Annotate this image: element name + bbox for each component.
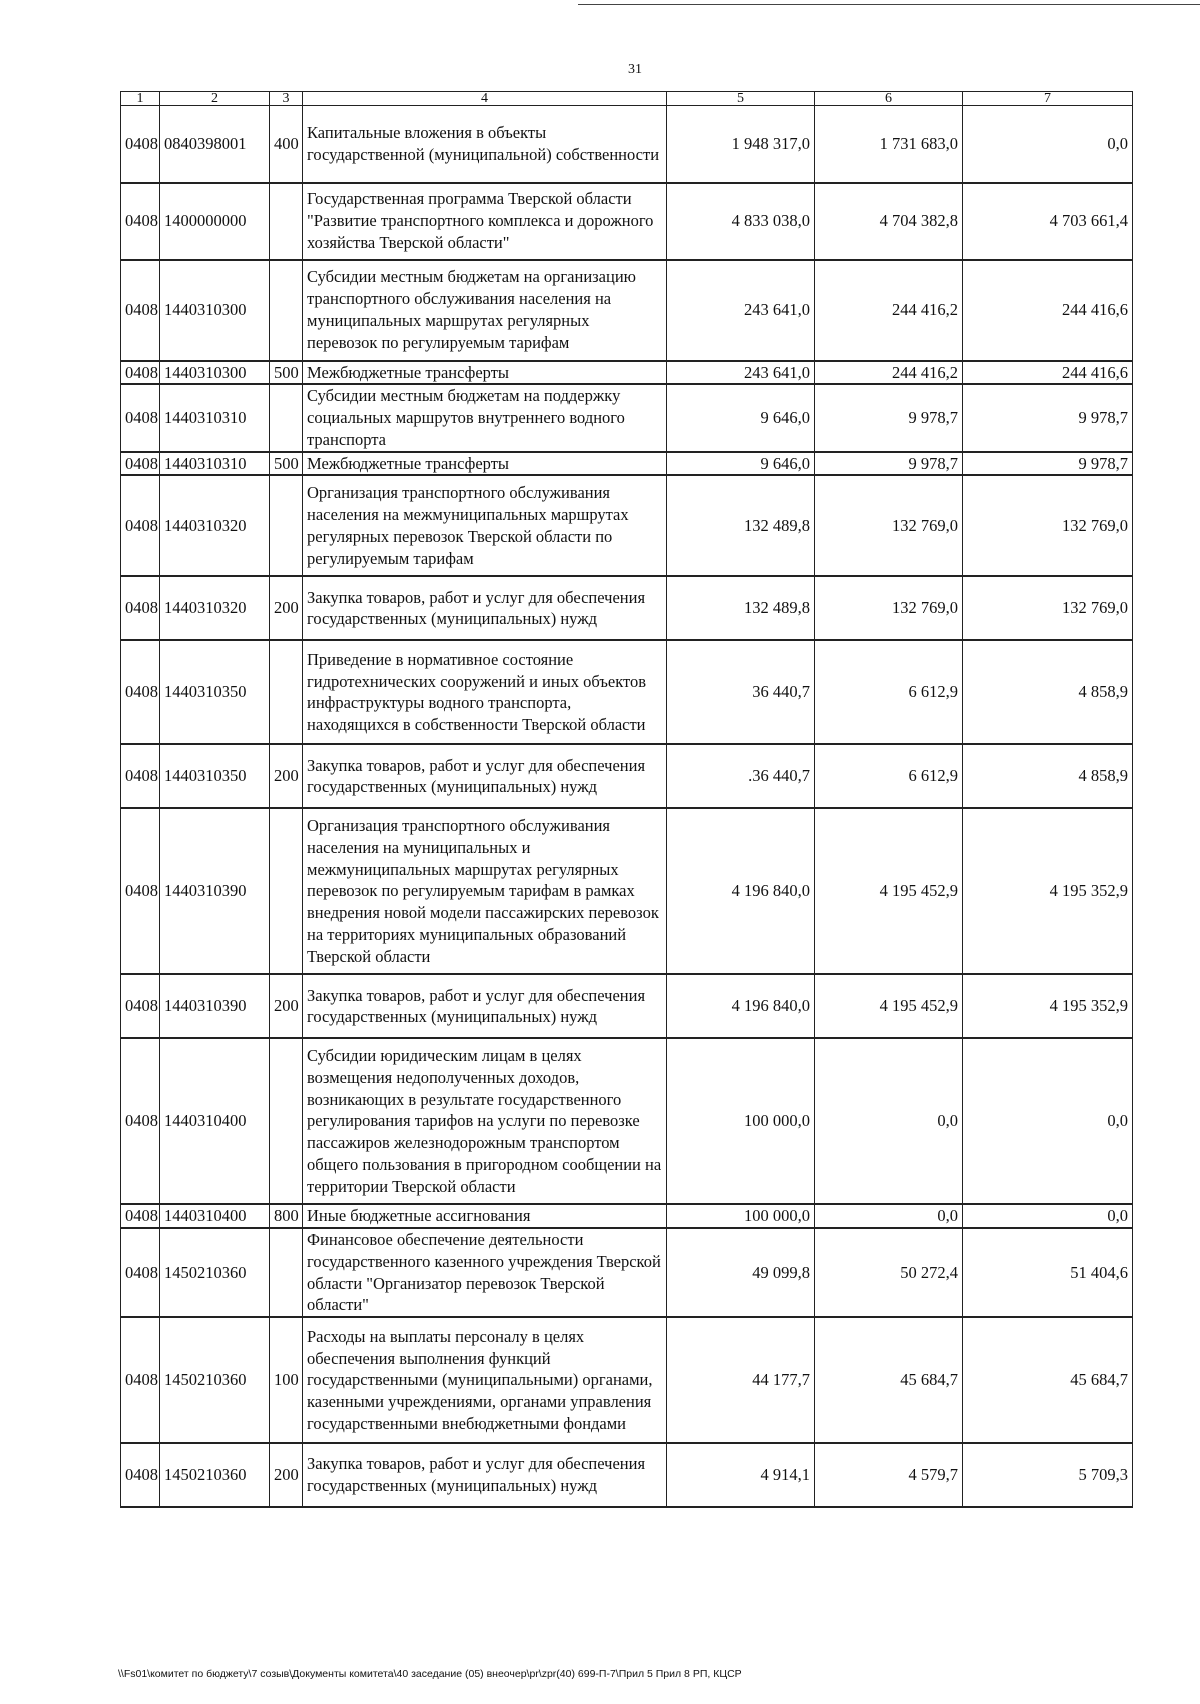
expense-type-code-cell (270, 1038, 303, 1204)
amount-col7-cell: 4 195 352,9 (963, 974, 1133, 1038)
target-article-code-cell: 1440310400 (160, 1204, 270, 1228)
amount-col6-cell: 9 978,7 (815, 384, 963, 451)
amount-col5-cell: 4 833 038,0 (667, 183, 815, 260)
item-name-cell: Расходы на выплаты персоналу в целях обеспечения выполнения функций государственными (муниципальными) органами, казенными учреждениями, органами управления государственными внебюджетными фондами (303, 1317, 667, 1443)
amount-col6-cell: 1 731 683,0 (815, 106, 963, 183)
amount-col7-cell: 51 404,6 (963, 1228, 1133, 1317)
amount-col7-cell: 244 416,6 (963, 260, 1133, 361)
amount-col6-cell: 6 612,9 (815, 744, 963, 808)
expense-type-code-cell: 200 (270, 576, 303, 640)
amount-col7-cell: 9 978,7 (963, 384, 1133, 451)
table-row (121, 1228, 1133, 1317)
top-edge-line (578, 4, 1200, 5)
amount-col5-cell: 243 641,0 (667, 361, 815, 385)
table-row (121, 744, 1133, 808)
section-code-cell: 0408 (121, 1317, 160, 1443)
table-row (121, 1204, 1133, 1228)
amount-col6-cell: 244 416,2 (815, 260, 963, 361)
amount-col6-cell: 244 416,2 (815, 361, 963, 385)
item-name-cell: Организация транспортного обслуживания населения на муниципальных и межмуниципальных маршрутах регулярных перевозок по регулируемым тарифам в рамках внедрения новой модели пассажирских перевозок на территориях муниципальных образований Тверской области (303, 808, 667, 974)
item-name-cell: Государственная программа Тверской области "Развитие транспортного комплекса и дорожного хозяйства Тверской области" (303, 183, 667, 260)
amount-col5-cell: 132 489,8 (667, 576, 815, 640)
table-row (121, 1443, 1133, 1507)
header-col-5: 5 (667, 92, 815, 106)
table-row (121, 361, 1133, 385)
table-row (121, 1038, 1133, 1204)
item-name-cell: Закупка товаров, работ и услуг для обеспечения государственных (муниципальных) нужд (303, 1443, 667, 1507)
amount-col7-cell: 132 769,0 (963, 576, 1133, 640)
target-article-code-cell: 1440310300 (160, 361, 270, 385)
amount-col5-cell: 132 489,8 (667, 475, 815, 576)
amount-col5-cell: 36 440,7 (667, 640, 815, 744)
section-code-cell: 0408 (121, 808, 160, 974)
item-name-cell: Закупка товаров, работ и услуг для обеспечения государственных (муниципальных) нужд (303, 744, 667, 808)
item-name-cell: Закупка товаров, работ и услуг для обеспечения государственных (муниципальных) нужд (303, 974, 667, 1038)
table-row (121, 384, 1133, 451)
target-article-code-cell: 1440310350 (160, 640, 270, 744)
amount-col7-cell: 4 703 661,4 (963, 183, 1133, 260)
amount-col5-cell: 1 948 317,0 (667, 106, 815, 183)
section-code-cell: 0408 (121, 640, 160, 744)
section-code-cell: 0408 (121, 260, 160, 361)
item-name-cell: Межбюджетные трансферты (303, 452, 667, 476)
target-article-code-cell: 1450210360 (160, 1443, 270, 1507)
item-name-cell: Межбюджетные трансферты (303, 361, 667, 385)
amount-col7-cell: 0,0 (963, 1038, 1133, 1204)
amount-col5-cell: .36 440,7 (667, 744, 815, 808)
amount-col7-cell: 132 769,0 (963, 475, 1133, 576)
expense-type-code-cell (270, 260, 303, 361)
item-name-cell: Субсидии юридическим лицам в целях возмещения недополученных доходов, возникающих в результате государственного регулирования тарифов на услуги по перевозке пассажиров железнодорожным транспортом общего пользования в пригородном сообщении на территории Тверской области (303, 1038, 667, 1204)
target-article-code-cell: 1440310390 (160, 808, 270, 974)
amount-col6-cell: 4 704 382,8 (815, 183, 963, 260)
expense-type-code-cell: 800 (270, 1204, 303, 1228)
amount-col5-cell: 49 099,8 (667, 1228, 815, 1317)
section-code-cell: 0408 (121, 576, 160, 640)
amount-col5-cell: 9 646,0 (667, 452, 815, 476)
section-code-cell: 0408 (121, 1204, 160, 1228)
expense-type-code-cell: 200 (270, 974, 303, 1038)
section-code-cell: 0408 (121, 1038, 160, 1204)
expense-type-code-cell: 500 (270, 361, 303, 385)
item-name-cell: Капитальные вложения в объекты государственной (муниципальной) собственности (303, 106, 667, 183)
amount-col6-cell: 132 769,0 (815, 475, 963, 576)
expense-type-code-cell (270, 640, 303, 744)
amount-col5-cell: 100 000,0 (667, 1204, 815, 1228)
section-code-cell: 0408 (121, 452, 160, 476)
item-name-cell: Закупка товаров, работ и услуг для обеспечения государственных (муниципальных) нужд (303, 576, 667, 640)
amount-col5-cell: 9 646,0 (667, 384, 815, 451)
amount-col7-cell: 45 684,7 (963, 1317, 1133, 1443)
table-row (121, 1317, 1133, 1443)
amount-col6-cell: 9 978,7 (815, 452, 963, 476)
amount-col7-cell: 4 858,9 (963, 640, 1133, 744)
amount-col7-cell: 0,0 (963, 1204, 1133, 1228)
header-col-6: 6 (815, 92, 963, 106)
amount-col6-cell: 4 195 452,9 (815, 974, 963, 1038)
amount-col6-cell: 4 195 452,9 (815, 808, 963, 974)
amount-col6-cell: 45 684,7 (815, 1317, 963, 1443)
table-row (121, 640, 1133, 744)
expense-type-code-cell (270, 183, 303, 260)
target-article-code-cell: 0840398001 (160, 106, 270, 183)
amount-col6-cell: 50 272,4 (815, 1228, 963, 1317)
section-code-cell: 0408 (121, 183, 160, 260)
amount-col7-cell: 4 195 352,9 (963, 808, 1133, 974)
section-code-cell: 0408 (121, 1228, 160, 1317)
item-name-cell: Приведение в нормативное состояние гидротехнических сооружений и иных объектов инфраструктуры водного транспорта, находящихся в собственности Тверской области (303, 640, 667, 744)
expense-type-code-cell: 400 (270, 106, 303, 183)
amount-col7-cell: 9 978,7 (963, 452, 1133, 476)
expense-type-code-cell (270, 475, 303, 576)
target-article-code-cell: 1440310350 (160, 744, 270, 808)
section-code-cell: 0408 (121, 475, 160, 576)
target-article-code-cell: 1400000000 (160, 183, 270, 260)
expense-type-code-cell: 200 (270, 744, 303, 808)
amount-col7-cell: 0,0 (963, 106, 1133, 183)
item-name-cell: Субсидии местным бюджетам на организацию транспортного обслуживания населения на муниципальных маршрутах регулярных перевозок по регулируемым тарифам (303, 260, 667, 361)
amount-col6-cell: 0,0 (815, 1204, 963, 1228)
item-name-cell: Иные бюджетные ассигнования (303, 1204, 667, 1228)
expense-type-code-cell: 100 (270, 1317, 303, 1443)
table-row (121, 106, 1133, 183)
amount-col6-cell: 132 769,0 (815, 576, 963, 640)
target-article-code-cell: 1440310320 (160, 475, 270, 576)
item-name-cell: Субсидии местным бюджетам на поддержку социальных маршрутов внутреннего водного транспорта (303, 384, 667, 451)
expense-type-code-cell (270, 384, 303, 451)
header-col-7: 7 (963, 92, 1133, 106)
amount-col6-cell: 6 612,9 (815, 640, 963, 744)
header-col-1: 1 (121, 92, 160, 106)
section-code-cell: 0408 (121, 744, 160, 808)
table-row (121, 452, 1133, 476)
table-row (121, 260, 1133, 361)
item-name-cell: Финансовое обеспечение деятельности государственного казенного учреждения Тверской области "Организатор перевозок Тверской области" (303, 1228, 667, 1317)
amount-col5-cell: 4 196 840,0 (667, 808, 815, 974)
page-number: 31 (628, 62, 642, 77)
target-article-code-cell: 1440310390 (160, 974, 270, 1038)
table-body (121, 106, 1133, 1508)
item-name-cell: Организация транспортного обслуживания населения на межмуниципальных маршрутах регулярных перевозок Тверской области по регулируемым тарифам (303, 475, 667, 576)
target-article-code-cell: 1440310320 (160, 576, 270, 640)
budget-table (120, 91, 1133, 1508)
target-article-code-cell: 1440310300 (160, 260, 270, 361)
table-row (121, 808, 1133, 974)
amount-col7-cell: 5 709,3 (963, 1443, 1133, 1507)
section-code-cell: 0408 (121, 974, 160, 1038)
header-col-2: 2 (160, 92, 270, 106)
expense-type-code-cell (270, 1228, 303, 1317)
table-row (121, 576, 1133, 640)
amount-col5-cell: 243 641,0 (667, 260, 815, 361)
section-code-cell: 0408 (121, 361, 160, 385)
target-article-code-cell: 1440310310 (160, 384, 270, 451)
amount-col7-cell: 244 416,6 (963, 361, 1133, 385)
amount-col6-cell: 4 579,7 (815, 1443, 963, 1507)
section-code-cell: 0408 (121, 1443, 160, 1507)
table-header-row (121, 92, 1133, 106)
header-col-4: 4 (303, 92, 667, 106)
target-article-code-cell: 1450210360 (160, 1228, 270, 1317)
target-article-code-cell: 1440310310 (160, 452, 270, 476)
amount-col7-cell: 4 858,9 (963, 744, 1133, 808)
header-col-3: 3 (270, 92, 303, 106)
table-row (121, 183, 1133, 260)
section-code-cell: 0408 (121, 106, 160, 183)
table-row (121, 974, 1133, 1038)
amount-col5-cell: 4 914,1 (667, 1443, 815, 1507)
expense-type-code-cell: 500 (270, 452, 303, 476)
amount-col5-cell: 100 000,0 (667, 1038, 815, 1204)
expense-type-code-cell: 200 (270, 1443, 303, 1507)
section-code-cell: 0408 (121, 384, 160, 451)
target-article-code-cell: 1440310400 (160, 1038, 270, 1204)
amount-col6-cell: 0,0 (815, 1038, 963, 1204)
target-article-code-cell: 1450210360 (160, 1317, 270, 1443)
footer-file-path: \\Fs01\комитет по бюджету\7 созыв\Документы комитета\40 заседание (05) внеочер\pr\zpr(40) 699-П-7\Прил 5 Прил 8 РП, КЦСР (118, 1668, 742, 1680)
amount-col5-cell: 44 177,7 (667, 1317, 815, 1443)
table-row (121, 475, 1133, 576)
expense-type-code-cell (270, 808, 303, 974)
amount-col5-cell: 4 196 840,0 (667, 974, 815, 1038)
